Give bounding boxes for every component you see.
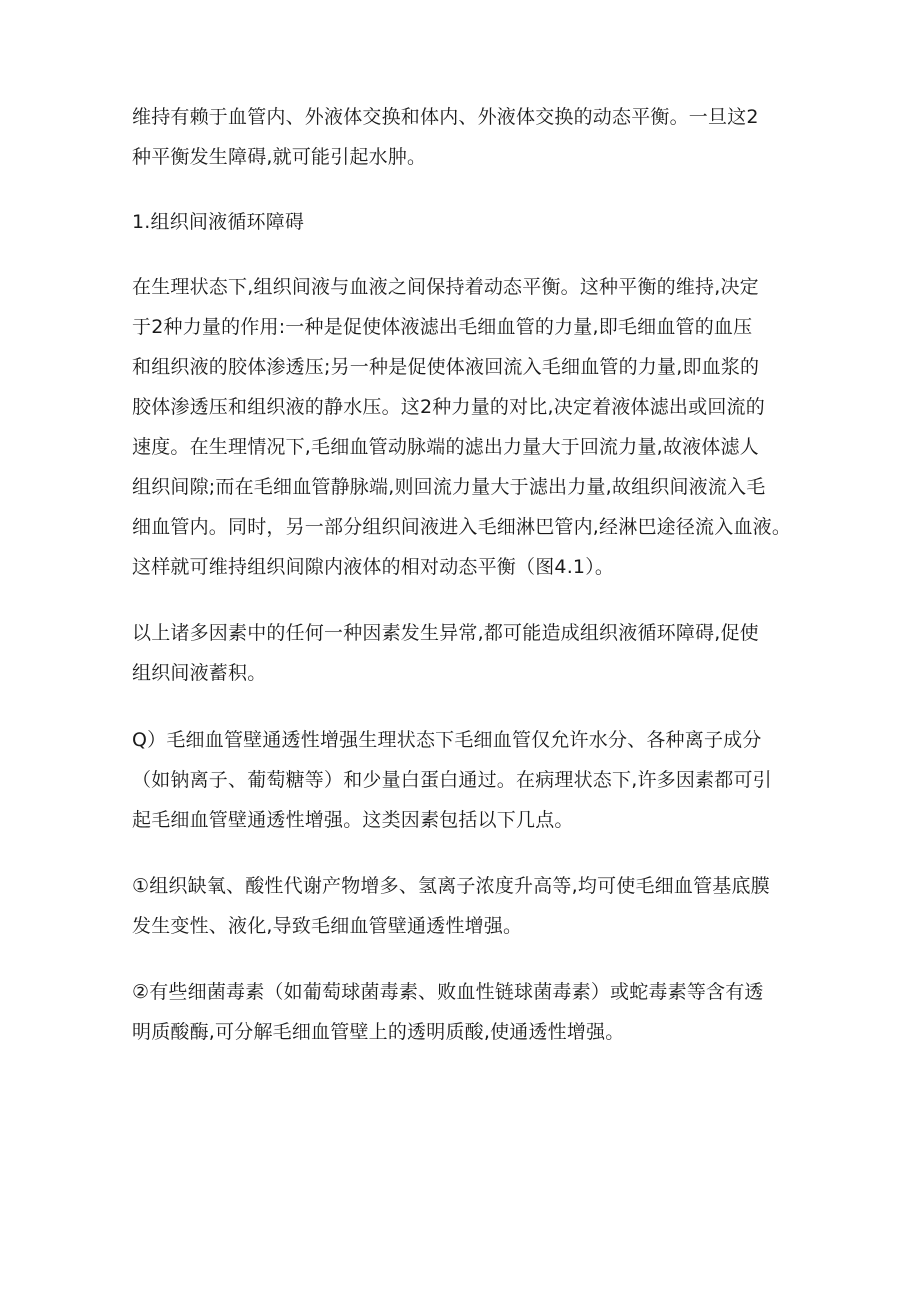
text-line: 细血管内。同时，另一部分组织间液进入毛细淋巴管内,经淋巴途径流入血液。 [132,516,792,538]
text-line: 种平衡发生障碍,就可能引起水肿。 [132,146,427,168]
text-line: 组织间液蓄积。 [132,662,267,684]
text-line: ①组织缺氧、酸性代谢产物增多、氢离子浓度升高等,均可使毛细血管基底膜 [132,875,770,897]
text-line: 以上诸多因素中的任何一种因素发生异常,都可能造成组织液循环障碍,促使 [132,622,759,644]
text-line: 组织间隙;而在毛细血管静脉端,则回流力量大于滤出力量,故组织间液流入毛 [132,476,766,498]
text-line: 维持有赖于血管内、外液体交换和体内、外液体交换的动态平衡。一旦这2 [132,106,759,128]
paragraph-item-1 [132,866,800,946]
text-line: Q）毛细血管壁通透性增强生理状态下毛细血管仅允许水分、各种离子成分 [132,729,762,751]
paragraph-item-2 [132,972,800,1052]
text-line: （如钠离子、葡萄糖等）和少量白蛋白通过。在病理状态下,许多因素都可引 [132,769,772,791]
text-line: 发生变性、液化,导致毛细血管壁通透性增强。 [132,915,523,937]
text-line: 于2种力量的作用:一种是促使体液滤出毛细血管的力量,即毛细血管的血压 [132,316,753,338]
text-line: 明质酸酶,可分解毛细血管壁上的透明质酸,使通透性增强。 [132,1021,625,1043]
paragraph-intro [132,97,800,177]
paragraph-physiology [132,267,800,587]
document-page [132,97,800,1052]
text-line: 和组织液的胶体渗透压;另一种是促使体液回流入毛细血管的力量,即血浆的 [132,356,760,378]
text-line: ②有些细菌毒素（如葡萄球菌毒素、败血性链球菌毒素）或蛇毒素等含有透 [132,981,764,1003]
heading-text: 1.组织间液循环障碍 [132,211,305,233]
text-line: 速度。在生理情况下,毛细血管动脉端的滤出力量大于回流力量,故液体滤人 [132,436,759,458]
paragraph-permeability [132,720,800,840]
section-heading [132,202,800,242]
text-line: 在生理状态下,组织间液与血液之间保持着动态平衡。这种平衡的维持,决定 [132,276,759,298]
paragraph-factors [132,613,800,693]
text-line: 起毛细血管壁通透性增强。这类因素包括以下几点。 [132,809,574,831]
text-line: 胶体渗透压和组织液的静水压。这2种力量的对比,决定着液体滤出或回流的 [132,396,765,418]
text-line: 这样就可维持组织间隙内液体的相对动态平衡（图4.1）。 [132,556,615,578]
